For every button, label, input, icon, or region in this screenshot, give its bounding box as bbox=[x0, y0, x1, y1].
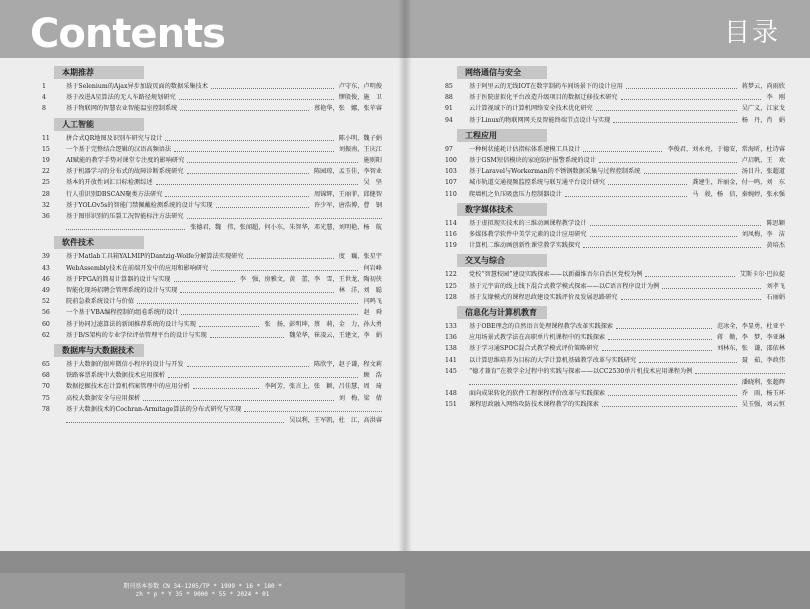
header-banner bbox=[0, 0, 810, 58]
toc-entry[interactable] bbox=[445, 355, 785, 366]
entry-page-number: 100 bbox=[445, 157, 457, 164]
toc-entry[interactable] bbox=[445, 189, 785, 200]
entry-title: 基于友缘模式的课程思政建设实践评价及发展思路研究 bbox=[469, 293, 618, 301]
toc-entry[interactable] bbox=[445, 92, 785, 103]
issue-info bbox=[0, 583, 405, 599]
toc-entry[interactable] bbox=[445, 377, 785, 388]
entry-authors: 刘林东，张 谦，邵依林 bbox=[716, 345, 785, 353]
toc-entry[interactable] bbox=[445, 399, 785, 410]
section-header bbox=[54, 66, 144, 79]
issue-line-2: zh * p * Y 35 * 9000 * 55 * 2024 * 01 bbox=[135, 591, 270, 598]
entry-title: 以计算思维培养为目标的大学计算机基础教学改革与实践研究 bbox=[469, 356, 637, 364]
dot-leader bbox=[608, 177, 687, 185]
toc-entry[interactable] bbox=[445, 166, 785, 177]
toc-entry[interactable] bbox=[42, 189, 382, 200]
section-header bbox=[457, 129, 547, 142]
entry-page-number: 148 bbox=[445, 390, 457, 398]
entry-page-number: 107 bbox=[445, 179, 457, 187]
entry-title: 基于图形识别的压裂工况智能标注方法研究 bbox=[66, 213, 184, 220]
entry-authors: 龚建生，许丽金，付一鸣，刘 东 bbox=[692, 179, 785, 187]
dot-leader bbox=[193, 381, 259, 389]
section-title: 人工智能 bbox=[62, 119, 94, 129]
toc-entry[interactable] bbox=[42, 103, 382, 114]
entry-page-number: 75 bbox=[42, 394, 50, 402]
dot-leader bbox=[66, 415, 284, 423]
section-header bbox=[457, 254, 547, 267]
entry-page-number: 56 bbox=[42, 309, 50, 317]
entry-title: 一种树状能耗计估指标体系建模工具设计 bbox=[469, 145, 581, 153]
toc-entry[interactable] bbox=[42, 211, 382, 222]
entry-title: 城市轨道交通视频监控系统与联互通平台设计研究 bbox=[469, 179, 606, 187]
entry-title: 基于大数据技术的Cochran-Armitage算法的分布式研究与实现 bbox=[66, 405, 242, 413]
toc-entry[interactable] bbox=[42, 381, 382, 392]
entry-page-number: 39 bbox=[42, 253, 50, 261]
entry-title: 基于大数据的银库微信小程序的设计与开发 bbox=[66, 361, 184, 368]
section-title: 信息化与计算机教育 bbox=[465, 308, 537, 317]
entry-page-number: 138 bbox=[445, 345, 457, 353]
entry-page-number: 32 bbox=[42, 201, 50, 209]
dot-leader bbox=[565, 189, 687, 197]
entry-authors: 杨 丹，肖 娟 bbox=[741, 116, 785, 124]
entry-title: 爬墙机之负压吸盘压力控制器设计 bbox=[469, 190, 562, 198]
entry-authors: 吴 坚 bbox=[363, 179, 382, 187]
dot-leader bbox=[187, 359, 309, 367]
entry-page-number: 85 bbox=[445, 83, 453, 90]
entry-authors: 李阿芳，张言上，张 颖，吕佳慧，周 琦 bbox=[264, 383, 382, 391]
entry-authors: 刘凤梅，李 洁 bbox=[741, 231, 785, 238]
entry-authors: 李俊君，刘永亮，于德安，常海昕，杜诗睿 bbox=[667, 145, 785, 153]
entry-title: 基于Laravel与Workerman的不锈钢数据采集与过程控制系统 bbox=[469, 168, 641, 176]
dot-leader bbox=[156, 177, 358, 185]
entry-page-number: 11 bbox=[42, 134, 50, 142]
toc-entry[interactable] bbox=[445, 269, 785, 280]
dot-leader bbox=[590, 218, 761, 226]
entry-page-number: 122 bbox=[445, 271, 457, 279]
entry-page-number: 52 bbox=[42, 298, 50, 306]
dot-leader bbox=[187, 211, 382, 219]
entry-page-number: 133 bbox=[445, 323, 457, 330]
dot-leader bbox=[187, 155, 358, 163]
dot-leader bbox=[180, 285, 334, 293]
toc-entry[interactable] bbox=[42, 263, 382, 274]
entry-title: 基本的开放性词汇目标检测综述 bbox=[66, 179, 153, 187]
toc-entry[interactable] bbox=[42, 166, 382, 177]
dot-leader bbox=[66, 222, 185, 230]
toc-entry[interactable] bbox=[445, 366, 785, 377]
dot-leader bbox=[608, 388, 737, 396]
entry-title: AI赋能的教学手势对课堂专注度的影响研究 bbox=[66, 157, 185, 164]
toc-entry[interactable] bbox=[42, 144, 382, 155]
entry-title: 基于FPGA的简易计算器的设计与实现 bbox=[66, 275, 171, 283]
entry-title: 基于Matlab工具箱YALMIP的Dantzig-Wolfe分解算法实现研究 bbox=[66, 253, 244, 261]
entry-page-number: 28 bbox=[42, 190, 50, 198]
entry-page-number: 70 bbox=[42, 383, 50, 391]
dot-leader bbox=[187, 166, 309, 174]
dot-leader bbox=[469, 377, 737, 385]
entry-authors: 蒋梦云，尚雨欣 bbox=[741, 83, 785, 90]
dot-leader bbox=[613, 115, 737, 123]
dot-leader bbox=[180, 103, 309, 111]
right-page bbox=[405, 58, 810, 551]
toc-entry[interactable] bbox=[42, 415, 382, 426]
entry-page-number: 78 bbox=[42, 405, 50, 413]
entry-authors: 李 强，房雅文，黄 蕾，李 雪，王世龙，陶初侠 bbox=[239, 275, 382, 283]
entry-page-number: 65 bbox=[42, 361, 50, 368]
entry-page-number: 136 bbox=[445, 334, 457, 342]
toc-entry[interactable] bbox=[42, 200, 382, 211]
section-title: 数据库与大数据技术 bbox=[62, 346, 134, 355]
entry-authors: 卢守东，卢明俊 bbox=[338, 83, 382, 90]
entry-authors: 陈欣宇，赵子谦，程文莉 bbox=[313, 361, 382, 368]
entry-authors: 卢启帆，王 欢 bbox=[741, 157, 785, 164]
entry-authors: 刘 梅，梁 倩 bbox=[338, 394, 382, 402]
issue-line-1: 期刊基本参数 CN 34-1205/TP * 1999 * 16 * 180 * bbox=[123, 583, 282, 590]
entry-authors: 潘晓利，张超辉 bbox=[741, 379, 785, 386]
section-header bbox=[54, 236, 144, 249]
entry-authors: 黄培杰 bbox=[766, 242, 785, 250]
toc-entry[interactable] bbox=[42, 222, 382, 233]
dot-leader bbox=[608, 332, 712, 340]
entry-title: WebAssembly技术在前端开发中的应用和影响研究 bbox=[66, 264, 209, 272]
entry-page-number: 60 bbox=[42, 320, 50, 328]
entry-page-number: 1 bbox=[42, 83, 46, 90]
dot-leader bbox=[211, 81, 334, 89]
section-header bbox=[54, 344, 144, 357]
entry-title: 基于协同过滤算法的新闻推荐系统的设计与实现 bbox=[66, 320, 196, 328]
entry-title: 计算机二维动画创新性课堂教学实践探究 bbox=[469, 242, 581, 250]
entry-title: 基于OBE理念的自然语言处理课程教学改革实践探索 bbox=[469, 323, 614, 330]
toc-entry[interactable] bbox=[42, 133, 382, 144]
entry-title: 拼合式QR地图及识别车研究与设计 bbox=[66, 134, 163, 142]
left-page bbox=[0, 58, 405, 598]
entry-page-number: 97 bbox=[445, 145, 453, 153]
entry-title: 多媒体教学软件中美学元素的设计应用研究 bbox=[469, 231, 587, 238]
toc-entry[interactable] bbox=[445, 155, 785, 166]
toc-entry[interactable] bbox=[42, 330, 382, 341]
entry-page-number: 141 bbox=[445, 356, 457, 364]
section-header bbox=[457, 66, 547, 79]
dot-leader bbox=[662, 281, 761, 289]
entry-page-number: 8 bbox=[42, 105, 46, 113]
dot-leader bbox=[602, 343, 712, 351]
entry-authors: 闫鸣飞 bbox=[363, 298, 382, 306]
dot-leader bbox=[616, 321, 712, 329]
mulu-heading: 目录 bbox=[723, 18, 780, 48]
entry-authors: 陈思颖 bbox=[766, 219, 785, 227]
entry-page-number: 151 bbox=[445, 401, 457, 409]
entry-authors: 顾 浩 bbox=[363, 372, 382, 380]
dot-leader bbox=[174, 274, 235, 282]
entry-page-number: 145 bbox=[445, 367, 457, 375]
dot-leader bbox=[137, 296, 358, 304]
toc-entry[interactable] bbox=[42, 92, 382, 103]
section-title: 数字媒体技术 bbox=[465, 204, 513, 214]
toc-entry[interactable] bbox=[42, 274, 382, 285]
toc-entry[interactable] bbox=[42, 296, 382, 307]
entry-title: 数据挖掘技术在计算机档案管理中的应用分析 bbox=[66, 383, 190, 391]
entry-authors: 刘振南，王庆江 bbox=[338, 145, 382, 153]
entry-authors: 许少军，唐浩博，曹 钢 bbox=[313, 201, 382, 209]
dot-leader bbox=[143, 393, 334, 401]
toc-entry[interactable] bbox=[42, 81, 382, 92]
toc-entry[interactable] bbox=[445, 144, 785, 155]
entry-page-number: 43 bbox=[42, 264, 50, 272]
toc-entry[interactable] bbox=[445, 81, 785, 92]
dot-leader bbox=[199, 319, 259, 327]
dot-leader bbox=[244, 404, 382, 412]
entry-page-number: 4 bbox=[42, 94, 46, 102]
entry-authors: 聂 茹，李政伟 bbox=[741, 356, 785, 364]
entry-title: 基于学习通SPOC混合式教学模式评价策略研究 bbox=[469, 345, 599, 353]
toc-entry[interactable] bbox=[42, 319, 382, 330]
entry-page-number: 46 bbox=[42, 275, 50, 283]
entry-title: 一个基于VBA编程控制的组卷系统的设计 bbox=[66, 309, 179, 317]
entry-page-number: 110 bbox=[445, 190, 457, 198]
entry-title: 面向成果转化的软件工程课程评价改革与实践探索 bbox=[469, 390, 606, 398]
entry-authors: 蔡艳华，张 娜，张苹睿 bbox=[313, 105, 382, 113]
entry-title: 基于YOLOv5s的智能门禁佩戴检测系统的设计与实现 bbox=[66, 201, 213, 209]
entry-page-number: 49 bbox=[42, 287, 50, 294]
entry-authors: 范冰全，李显勇，杜亚平 bbox=[716, 323, 785, 330]
entry-page-number: 103 bbox=[445, 168, 457, 176]
toc-entry[interactable] bbox=[445, 343, 785, 354]
entry-page-number: 62 bbox=[42, 331, 50, 339]
entry-page-number: 22 bbox=[42, 168, 50, 176]
entry-page-number: 91 bbox=[445, 105, 453, 113]
entry-page-number: 68 bbox=[42, 372, 50, 380]
entry-title: 基于元宇宙的线上线下混合式教学模式探索——以C语言程序设计为例 bbox=[469, 282, 660, 290]
toc-entry[interactable] bbox=[42, 393, 382, 404]
entry-authors: 李 刚 bbox=[766, 94, 785, 102]
dot-leader bbox=[211, 263, 358, 271]
entry-title: 基于虚拟现实技术的三维动画课程教学设计 bbox=[469, 219, 587, 227]
entry-authors: 何岩峰 bbox=[363, 264, 382, 272]
contents-heading: Contents bbox=[30, 11, 225, 57]
entry-authors: 吴以利，王军凯，杜 江，高洪睿 bbox=[289, 417, 382, 424]
entry-authors: 吴玉强，刘云恒 bbox=[741, 401, 785, 409]
section-title: 交叉与综合 bbox=[465, 256, 505, 266]
entry-authors: 吴广义，江家戈 bbox=[741, 105, 785, 113]
section-header bbox=[457, 306, 547, 319]
entry-authors: 马 骏，杨 信，秦婉婷，张永强 bbox=[692, 190, 785, 198]
section-header bbox=[54, 118, 144, 131]
toc-entry[interactable] bbox=[42, 404, 382, 415]
toc-entry[interactable] bbox=[445, 292, 785, 303]
toc-entry[interactable] bbox=[445, 229, 785, 240]
dot-leader bbox=[639, 355, 737, 363]
entry-title: 基于GSM短信模块的家庭防护报警系统的设计 bbox=[469, 157, 596, 164]
entry-authors: 陈园琼，孟玉佳，李智业 bbox=[313, 168, 382, 176]
entry-title: 智能化现场招聘会管理系统的设计与实现 bbox=[66, 287, 178, 294]
entry-authors: 周锦辉，王丽菲，邱健智 bbox=[313, 190, 382, 198]
dot-leader bbox=[645, 269, 735, 277]
dot-leader bbox=[210, 330, 284, 338]
entry-authors: 汤目升，张超道 bbox=[741, 168, 785, 176]
entry-authors: 赵 舜 bbox=[363, 309, 382, 317]
toc-entry[interactable] bbox=[42, 251, 382, 262]
section-title: 软件技术 bbox=[62, 238, 94, 248]
entry-title: 一个基于完整结合逻辑的汉语高频语法 bbox=[66, 145, 172, 153]
entry-title: 基于B/S架构的专业学位评估管理平台的设计与实现 bbox=[66, 331, 207, 339]
toc-entry[interactable] bbox=[445, 281, 785, 292]
dot-leader bbox=[602, 399, 737, 407]
entry-title: “德才兼育”在教学全过程中的实践与探索——以CC2530单片机技术应用课程为例 bbox=[469, 367, 693, 375]
dot-leader bbox=[644, 166, 737, 174]
section-title: 工程应用 bbox=[465, 130, 497, 140]
toc-entry[interactable] bbox=[42, 177, 382, 188]
entry-title: 基于阿里云的无线IOT在数字制药车间场景下的设计应用 bbox=[469, 83, 623, 90]
dot-leader bbox=[174, 144, 334, 152]
entry-title: 铁路客票系统中大数据技术应用探析 bbox=[66, 372, 165, 380]
dot-leader bbox=[596, 103, 737, 111]
entry-title: 云计算视域下的计算机网络安全技术优化研究 bbox=[469, 105, 593, 113]
entry-authors: 石丽娟 bbox=[766, 293, 785, 301]
entry-page-number: 125 bbox=[445, 282, 457, 290]
entry-authors: 刘孝飞 bbox=[766, 282, 785, 290]
dot-leader bbox=[165, 133, 334, 141]
dot-leader bbox=[590, 229, 737, 237]
entry-authors: 陈小明，魏子娟 bbox=[338, 134, 382, 142]
entry-page-number: 114 bbox=[445, 219, 457, 227]
entry-authors: 施则阳 bbox=[363, 157, 382, 164]
entry-page-number: 25 bbox=[42, 179, 50, 187]
dot-leader bbox=[216, 200, 309, 208]
entry-title: 行人重识别DBSCAN聚类方法研究 bbox=[66, 190, 163, 198]
entry-authors: 张德君，魏 伟，张闻超，何小东，朱智华，邓光慧，刘明艳，杨 航 bbox=[190, 224, 382, 232]
entry-page-number: 19 bbox=[42, 157, 50, 164]
entry-authors: 蒋 勤，李 梦，李亚琳 bbox=[716, 334, 785, 342]
entry-page-number: 119 bbox=[445, 242, 457, 250]
entry-title: 基于机器学习的分布式的故障诊断系统研究 bbox=[66, 168, 184, 176]
entry-page-number: 88 bbox=[445, 94, 453, 102]
section-title: 网络通信与安全 bbox=[465, 68, 521, 77]
dot-leader bbox=[181, 307, 358, 315]
entry-authors: 缪殷俊，施 卫 bbox=[338, 94, 382, 102]
dot-leader bbox=[165, 189, 309, 197]
toc-entry[interactable] bbox=[445, 321, 785, 332]
entry-authors: 林 洋，刘 聪 bbox=[338, 287, 382, 294]
entry-page-number: 36 bbox=[42, 213, 50, 220]
entry-authors: 艾斯卡尔·巴拉提 bbox=[739, 271, 785, 279]
dot-leader bbox=[621, 92, 761, 100]
dot-leader bbox=[583, 240, 761, 248]
toc-entry[interactable] bbox=[42, 359, 382, 370]
dot-leader bbox=[626, 81, 737, 89]
section-title: 本期推荐 bbox=[62, 68, 94, 77]
toc-entry[interactable] bbox=[42, 307, 382, 318]
entry-page-number: 94 bbox=[445, 116, 453, 124]
dot-leader bbox=[179, 92, 334, 100]
entry-page-number: 128 bbox=[445, 293, 457, 301]
toc-entry[interactable] bbox=[42, 370, 382, 381]
dot-leader bbox=[621, 292, 761, 300]
toc-entry[interactable] bbox=[42, 155, 382, 166]
toc-entry[interactable] bbox=[445, 218, 785, 229]
entry-page-number: 15 bbox=[42, 145, 50, 153]
entry-authors: 度 巍，张星宇 bbox=[338, 253, 382, 261]
toc-entry[interactable] bbox=[445, 115, 785, 126]
entry-title: 院前急救系统设计与价值 bbox=[66, 298, 135, 306]
section-header bbox=[457, 203, 547, 216]
entry-authors: 乔 雨，杨玉环 bbox=[741, 390, 785, 398]
entry-title: 基于物联网的智慧农业智能温室控制系统 bbox=[66, 105, 178, 113]
toc-entry[interactable] bbox=[445, 388, 785, 399]
entry-title: 课程思政融入网络攻防技术课程教学的实践探索 bbox=[469, 401, 599, 409]
toc-entry[interactable] bbox=[445, 177, 785, 188]
dot-leader bbox=[599, 155, 737, 163]
toc-entry[interactable] bbox=[445, 332, 785, 343]
toc-entry[interactable] bbox=[445, 240, 785, 251]
entry-title: 基于Selenium的Ajax异步加载页面的数据采集技术 bbox=[66, 83, 208, 90]
toc-entry[interactable] bbox=[445, 103, 785, 114]
entry-title: 应用场景式教学法在高职单片机课程中的实践探索 bbox=[469, 334, 606, 342]
entry-title: 基于改进A星算法的无人车路径规划研究 bbox=[66, 94, 176, 102]
entry-page-number: 116 bbox=[445, 231, 457, 238]
dot-leader bbox=[247, 251, 334, 259]
toc-entry[interactable] bbox=[42, 285, 382, 296]
entry-title: 党校“智慧校园”建设实践探索——以新疆维吾尔自治区党校为例 bbox=[469, 271, 643, 279]
entry-title: 高校大数据安全与应用探析 bbox=[66, 394, 141, 402]
entry-title: 基于医院虚拟化平台改造升级项目的数据迁移技术研究 bbox=[469, 94, 618, 102]
entry-authors: 魏荣华，崔凌云，王建文，李 娟 bbox=[289, 331, 382, 339]
dot-leader bbox=[583, 144, 662, 152]
entry-authors: 张 扬，彭明坤，蔡 莉，金 力，孙大勇 bbox=[264, 320, 382, 328]
dot-leader bbox=[168, 370, 358, 378]
entry-title: 基于Linux的物联网网关及智能终端节点设计与实现 bbox=[469, 116, 611, 124]
dot-leader bbox=[695, 366, 785, 374]
